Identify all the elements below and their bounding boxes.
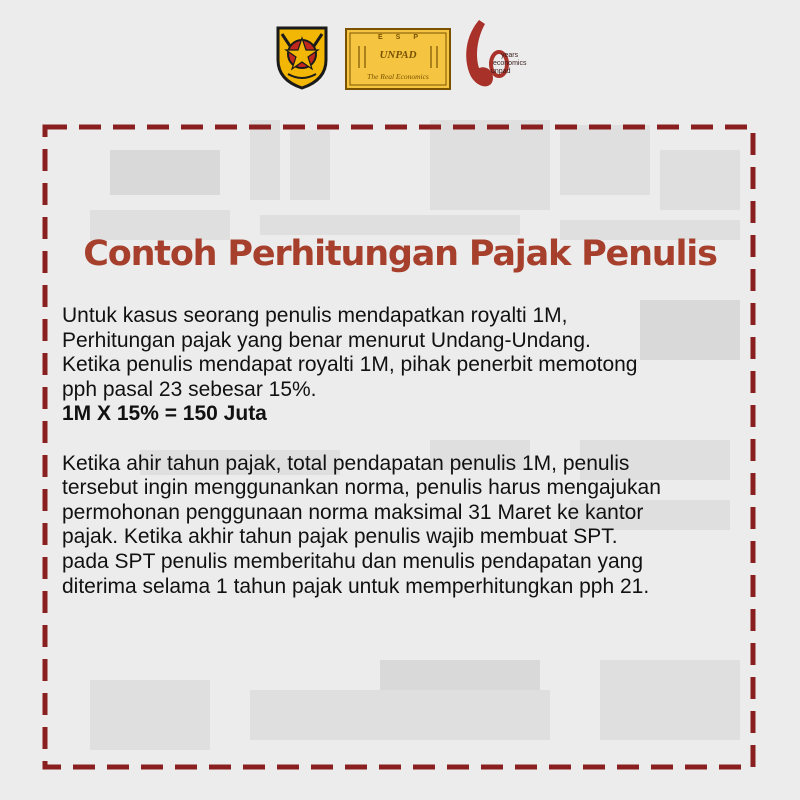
paragraph-spacer: [62, 427, 762, 452]
esp-letters: ESP: [377, 34, 431, 41]
body-line: Perhitungan pajak yang benar menurut Undang-Undang.: [62, 328, 591, 352]
article-body: [62, 304, 762, 599]
esp-unpad-logo: [345, 28, 451, 90]
body-line: Ketika ahir tahun pajak, total pendapatan penulis 1M, penulis: [62, 451, 630, 475]
tax-formula: 1M X 15% = 150 Juta: [62, 402, 267, 426]
body-line: tersebut ingin menggunankan norma, penulis harus mengajukan: [62, 476, 661, 500]
anniversary-unpad: unpad: [491, 68, 511, 75]
page-title: Contoh Perhitungan Pajak Penulis: [83, 234, 717, 274]
body-line: permohonan penggunaan norma maksimal 31 Maret ke kantor: [62, 500, 644, 524]
body-line: Untuk kasus seorang penulis mendapatkan royalti 1M,: [62, 304, 568, 327]
esp-tagline: The Real Economics: [367, 72, 429, 81]
anniversary-economics: economics: [493, 60, 527, 67]
anniversary-years: years: [501, 52, 519, 59]
anniversary-60-logo: [461, 14, 539, 96]
esp-name: UNPAD: [379, 49, 417, 61]
header-logos: [0, 10, 800, 90]
body-line: pajak. Ketika akhir tahun pajak penulis wajib membuat SPT.: [62, 525, 618, 549]
body-line: pph pasal 23 sebesar 15%.: [62, 377, 317, 401]
body-line: diterima selama 1 tahun pajak untuk memperhitungkan pph 21.: [62, 574, 650, 598]
unpad-emblem-icon: [274, 24, 330, 90]
body-line: Ketika penulis mendapat royalti 1M, pihak penerbit memotong: [62, 353, 638, 377]
body-line: pada SPT penulis memberitahu dan menulis pendapatan yang: [62, 549, 644, 573]
